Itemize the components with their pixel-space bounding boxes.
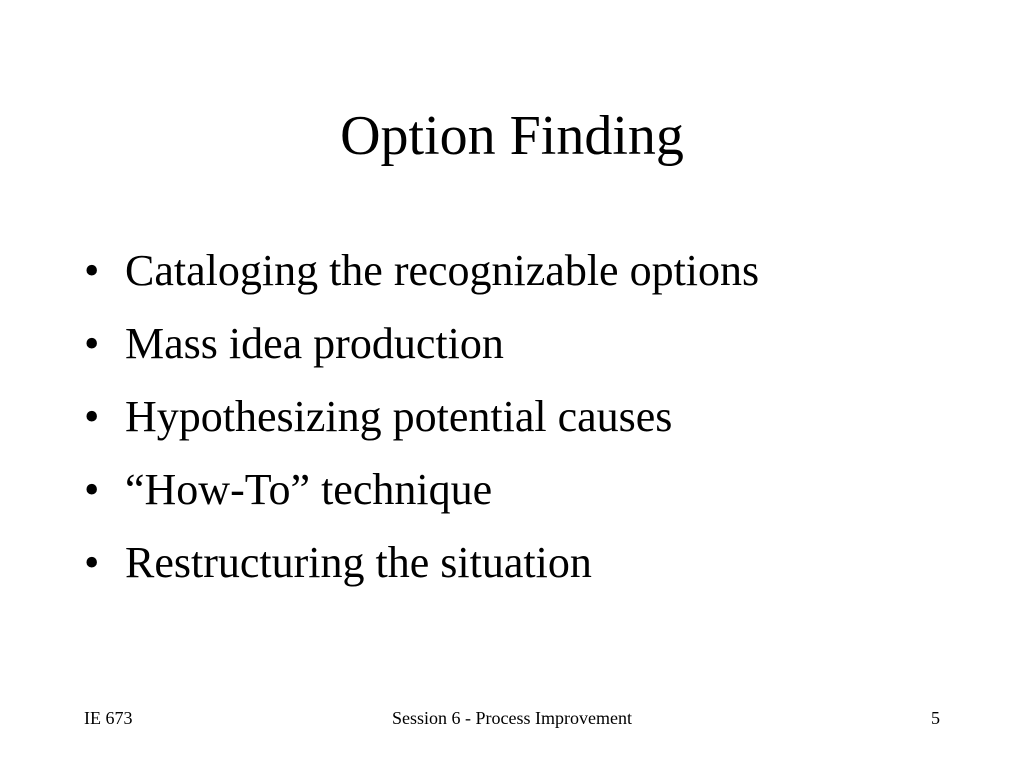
- bullet-icon: •: [84, 392, 100, 441]
- bullet-icon: •: [84, 246, 100, 295]
- bullet-item: [84, 307, 984, 380]
- bullet-text: Restructuring the situation: [125, 538, 592, 587]
- bullet-text: “How-To” technique: [125, 465, 493, 514]
- bullet-list: [84, 234, 984, 599]
- bullet-item: [84, 234, 984, 307]
- bullet-item: [84, 380, 984, 453]
- bullet-item: [84, 453, 984, 526]
- bullet-icon: •: [84, 538, 100, 587]
- bullet-icon: •: [84, 465, 100, 514]
- footer-course-code: IE 673: [84, 708, 133, 728]
- footer-page-number: 5: [931, 708, 940, 728]
- bullet-icon: •: [84, 319, 100, 368]
- bullet-item: [84, 526, 984, 599]
- bullet-text: Cataloging the recognizable options: [125, 246, 760, 295]
- slide-title: Option Finding: [340, 105, 684, 167]
- bullet-text: Hypothesizing potential causes: [125, 392, 673, 441]
- bullet-text: Mass idea production: [125, 319, 504, 368]
- footer-session-title: Session 6 - Process Improvement: [392, 708, 632, 728]
